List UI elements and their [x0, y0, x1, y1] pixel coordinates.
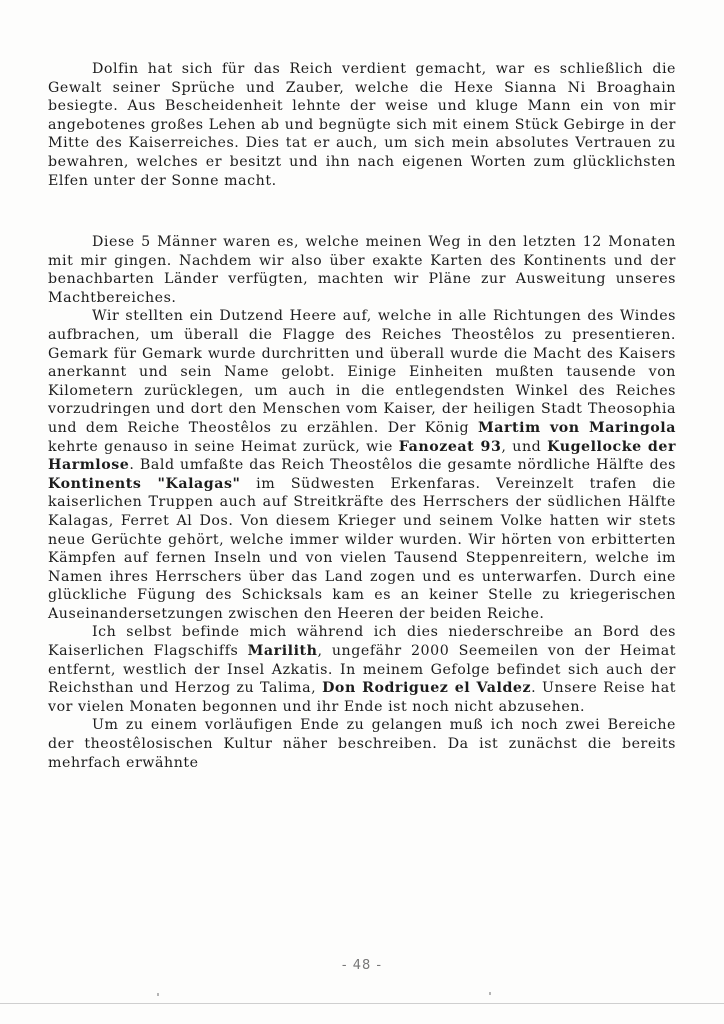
text-run: kehrte genauso in seine Heimat zurück, wie	[48, 438, 399, 455]
bold-name: Martim von Maringola	[478, 419, 676, 436]
text-block-top	[48, 60, 676, 190]
text-run: , ungefähr 2000 Seemeilen von der Heimat entfernt, westlich der Insel Azkatis. In meinem Gefolge befindet sich auch der Reichsthan und Herzog zu Talima,	[48, 643, 676, 697]
text-run: , und	[501, 438, 548, 455]
bold-name: Don Rodriguez el Valdez	[322, 680, 532, 697]
bold-ship-name: Marilith	[247, 643, 318, 660]
scan-edge-line	[0, 1003, 724, 1004]
bold-name: Fanozeat 93	[398, 438, 502, 455]
text-run: . Bald umfaßte das Reich Theostêlos die gesamte nördliche Hälfte des	[129, 457, 676, 474]
text-run: im Südwesten Erkenfaras. Vereinzelt trafen die kaiserlichen Truppen auch auf Streitkräfte des Herrschers der südlichen Hälfte Kalagas, Ferret Al Dos. Von diesem Krieger und seinem Volke hatten wir stets neue Gerüchte gehört, welche immer wilder wurden. Wir hörten von erbitterten Kämpfen auf fernen Inseln und von vielen Tausend Steppenreitern, welche im Namen ihres Herrschers über das Land zogen und es unterwarfen. Durch eine glückliche Fügung des Schicksals kam es an keiner Stelle zu kriegerischen Auseinandersetzungen zwischen den Heeren der beiden Reiche.	[48, 475, 676, 622]
text-run: . Unsere Reise hat vor vielen Monaten begonnen und ihr Ende ist noch nicht abzusehen.	[48, 680, 676, 715]
paragraph-text-mixed	[48, 307, 676, 623]
paragraph	[48, 307, 676, 623]
paragraph	[48, 716, 676, 772]
paragraph	[48, 233, 676, 307]
paragraph	[48, 60, 676, 190]
paragraph-text: Um zu einem vorläufigen Ende zu gelangen muß ich noch zwei Bereiche der theostêlosischen Kultur näher beschreiben. Da ist zunächst die bereits mehrfach erwähnte	[48, 717, 676, 771]
text-run: Ich selbst befinde mich während ich dies niederschreibe an Bord des Kaiserlichen Flagschiffs	[48, 624, 676, 660]
paragraph-text-mixed	[48, 623, 676, 716]
scan-speck	[157, 993, 159, 996]
bold-name: Kontinents "Kalagas"	[48, 475, 241, 492]
page-number: - 48 -	[341, 958, 383, 973]
bold-name: Kugellocke der Harmlose	[48, 438, 677, 474]
paragraph	[48, 623, 676, 716]
paragraph-text: Diese 5 Männer waren es, welche meinen Weg in den letzten 12 Monaten mit mir gingen. Nachdem wir also über exakte Karten des Kontinents und der benachbarten Länder verfügten, machten wir Pläne zur Ausweitung unseres Machtbereiches.	[48, 234, 676, 306]
scan-speck	[489, 992, 491, 995]
text-block-main	[48, 233, 676, 772]
text-run: Wir stellten ein Dutzend Heere auf, welche in alle Richtungen des Windes aufbrachen, um überall die Flagge des Reiches Theostêlos zu presentieren. Gemark für Gemark wurde durchritten und überall wurde die Macht des Kaisers anerkannt und sein Name gelobt. Einige Einheiten mußten tausende von Kilometern zurücklegen, um auch in die entlegendsten Winkel des Reiches vorzudringen und dort den Menschen vom Kaiser, der heiligen Stadt Theosophia und dem Reiche Theostêlos zu erzählen. Der König	[48, 308, 676, 436]
paragraph-text: Dolfin hat sich für das Reich verdient gemacht, war es schließlich die Gewalt seiner Sprüche und Zauber, welche die Hexe Sianna Ni Broaghain besiegte. Aus Bescheidenheit lehnte der weise und kluge Mann ein von mir angebotenes großes Lehen ab und begnügte sich mit einem Stück Gebirge in der Mitte des Kaiserreiches. Dies tat er auch, um sich mein absolutes Vertrauen zu bewahren, welches er besitzt und ihn nach eigenen Worten zum glücklichsten Elfen unter der Sonne macht.	[48, 61, 676, 189]
